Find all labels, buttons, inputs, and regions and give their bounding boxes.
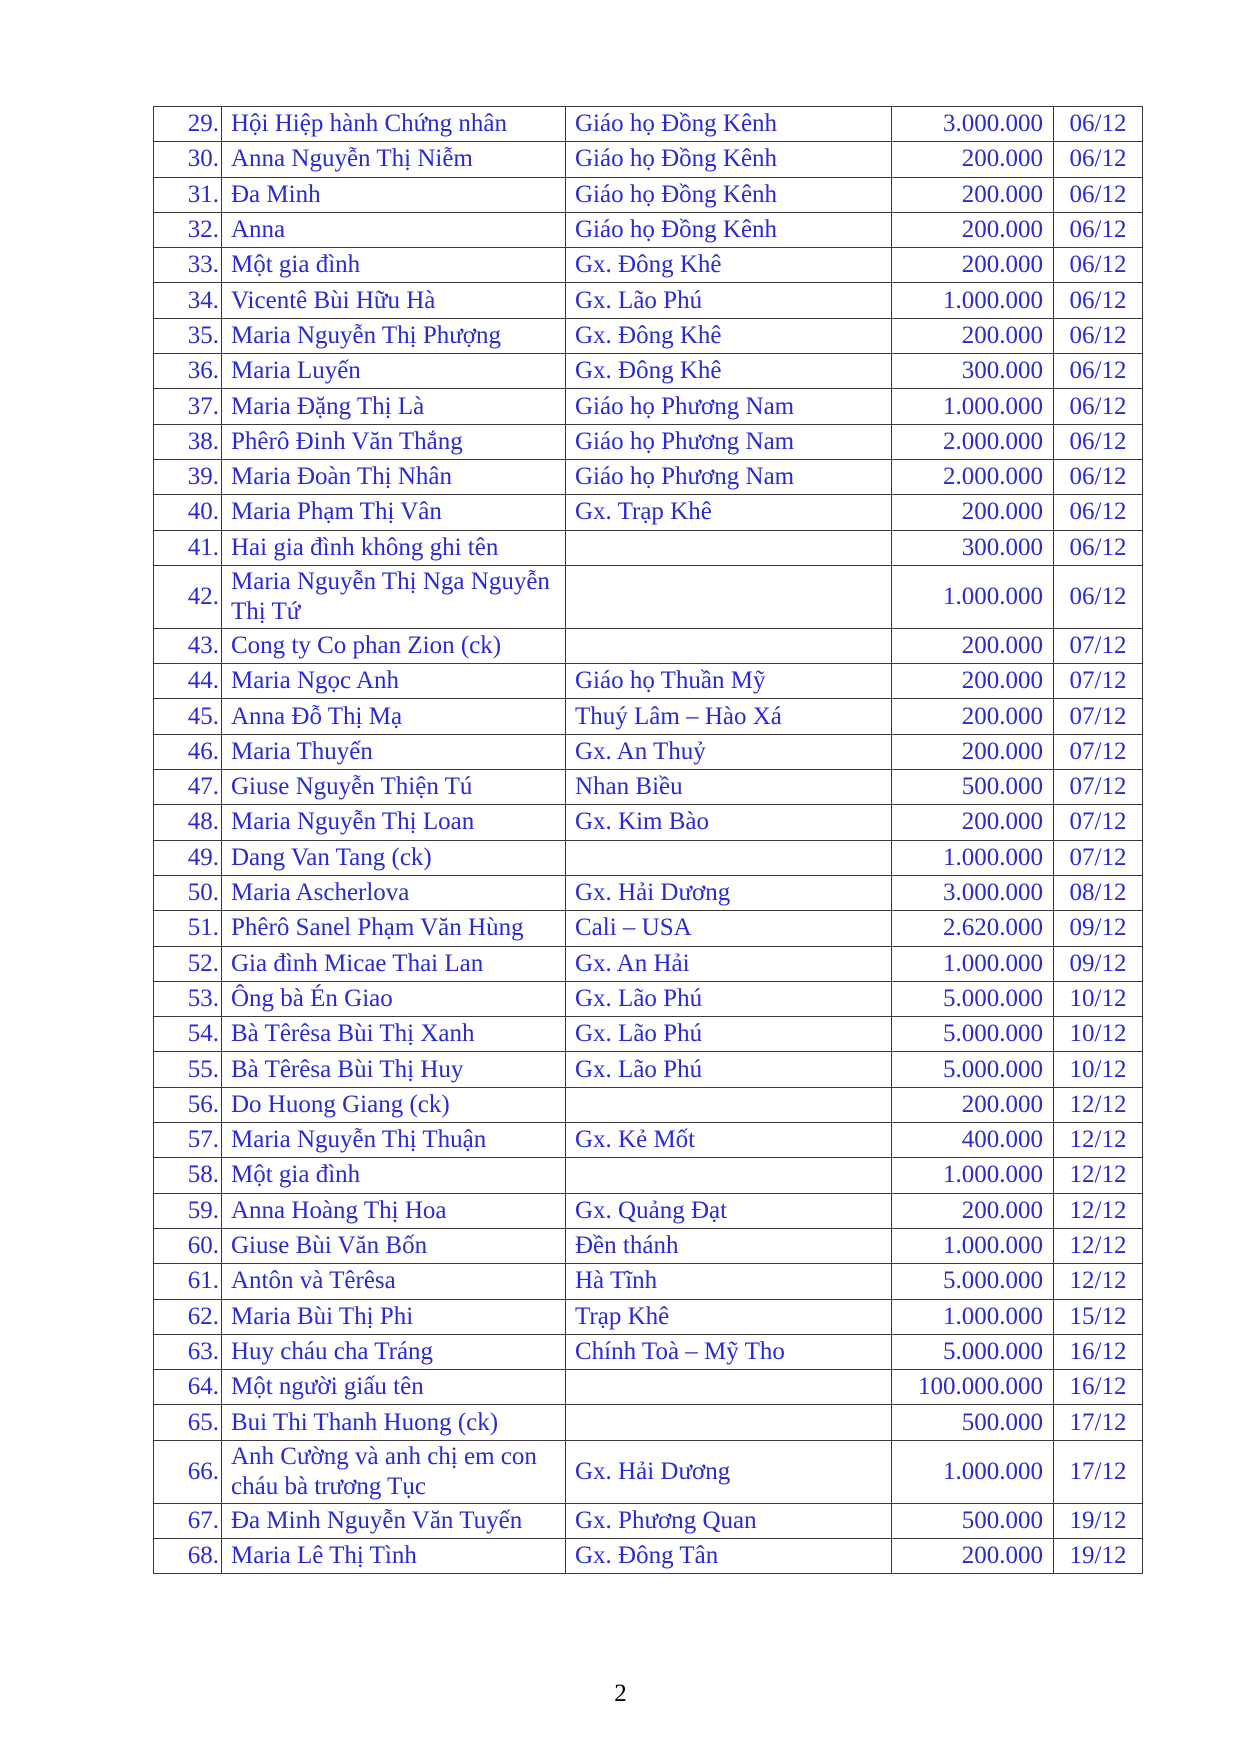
donor-name-cell: Huy cháu cha Tráng (222, 1334, 566, 1369)
table-row (154, 1264, 1143, 1299)
parish-cell: Gx. Kim Bào (566, 805, 892, 840)
row-number-cell: 66. (154, 1440, 222, 1503)
table-row (154, 389, 1143, 424)
date-cell: 12/12 (1054, 1123, 1143, 1158)
parish-cell: Trạp Khê (566, 1299, 892, 1334)
row-number-cell: 41. (154, 530, 222, 565)
donor-name-cell: Ông bà Én Giao (222, 981, 566, 1016)
amount-cell: 200.000 (892, 495, 1054, 530)
row-number-cell: 65. (154, 1405, 222, 1440)
donor-name-cell: Maria Nguyễn Thị Nga Nguyễn Thị Tứ (222, 565, 566, 628)
row-number-cell: 48. (154, 805, 222, 840)
table-row (154, 805, 1143, 840)
amount-cell: 200.000 (892, 318, 1054, 353)
donor-name-cell: Maria Lê Thị Tình (222, 1538, 566, 1573)
date-cell: 06/12 (1054, 424, 1143, 459)
donor-name-cell: Vicentê Bùi Hữu Hà (222, 283, 566, 318)
row-number-cell: 38. (154, 424, 222, 459)
table-row (154, 1228, 1143, 1263)
table-row (154, 459, 1143, 494)
date-cell: 15/12 (1054, 1299, 1143, 1334)
parish-cell: Gx. Đông Khê (566, 318, 892, 353)
parish-cell: Hà Tĩnh (566, 1264, 892, 1299)
donor-name-cell: Anna Đỗ Thị Mạ (222, 699, 566, 734)
parish-cell: Gx. Hải Dương (566, 1440, 892, 1503)
parish-cell: Gx. Đông Khê (566, 248, 892, 283)
amount-cell: 2.620.000 (892, 911, 1054, 946)
row-number-cell: 49. (154, 840, 222, 875)
parish-cell (566, 1370, 892, 1405)
parish-cell: Giáo họ Đồng Kênh (566, 142, 892, 177)
donor-name-cell: Hội Hiệp hành Chứng nhân (222, 107, 566, 142)
date-cell: 06/12 (1054, 495, 1143, 530)
parish-cell: Gx. Quảng Đạt (566, 1193, 892, 1228)
row-number-cell: 44. (154, 664, 222, 699)
parish-cell: Giáo họ Phương Nam (566, 459, 892, 494)
donor-name-cell: Phêrô Sanel Phạm Văn Hùng (222, 911, 566, 946)
amount-cell: 200.000 (892, 734, 1054, 769)
donor-name-cell: Maria Bùi Thị Phi (222, 1299, 566, 1334)
table-row (154, 664, 1143, 699)
donor-name-cell: Hai gia đình không ghi tên (222, 530, 566, 565)
table-row (154, 248, 1143, 283)
table-row (154, 1123, 1143, 1158)
date-cell: 07/12 (1054, 770, 1143, 805)
table-row (154, 1299, 1143, 1334)
row-number-cell: 51. (154, 911, 222, 946)
amount-cell: 1.000.000 (892, 389, 1054, 424)
donor-name-cell: Cong ty Co phan Zion (ck) (222, 628, 566, 663)
date-cell: 12/12 (1054, 1087, 1143, 1122)
amount-cell: 500.000 (892, 1405, 1054, 1440)
amount-cell: 200.000 (892, 177, 1054, 212)
row-number-cell: 63. (154, 1334, 222, 1369)
amount-cell: 5.000.000 (892, 1334, 1054, 1369)
amount-cell: 200.000 (892, 805, 1054, 840)
date-cell: 12/12 (1054, 1158, 1143, 1193)
date-cell: 12/12 (1054, 1193, 1143, 1228)
row-number-cell: 40. (154, 495, 222, 530)
amount-cell: 200.000 (892, 699, 1054, 734)
parish-cell: Giáo họ Phương Nam (566, 389, 892, 424)
table-row (154, 318, 1143, 353)
parish-cell (566, 565, 892, 628)
donor-name-cell: Maria Ngọc Anh (222, 664, 566, 699)
row-number-cell: 32. (154, 212, 222, 247)
date-cell: 16/12 (1054, 1370, 1143, 1405)
date-cell: 12/12 (1054, 1264, 1143, 1299)
row-number-cell: 34. (154, 283, 222, 318)
parish-cell: Gx. Đông Tân (566, 1538, 892, 1573)
parish-cell: Giáo họ Đồng Kênh (566, 107, 892, 142)
amount-cell: 100.000.000 (892, 1370, 1054, 1405)
date-cell: 09/12 (1054, 911, 1143, 946)
donor-name-cell: Anh Cường và anh chị em con cháu bà trương Tục (222, 1440, 566, 1503)
donor-name-cell: Phêrô Đinh Văn Thắng (222, 424, 566, 459)
date-cell: 10/12 (1054, 1052, 1143, 1087)
amount-cell: 300.000 (892, 354, 1054, 389)
date-cell: 19/12 (1054, 1538, 1143, 1573)
table-row (154, 142, 1143, 177)
parish-cell: Chính Toà – Mỹ Tho (566, 1334, 892, 1369)
donor-name-cell: Antôn và Têrêsa (222, 1264, 566, 1299)
row-number-cell: 55. (154, 1052, 222, 1087)
amount-cell: 200.000 (892, 1538, 1054, 1573)
amount-cell: 5.000.000 (892, 981, 1054, 1016)
table-row (154, 946, 1143, 981)
donor-name-cell: Anna Nguyễn Thị Niễm (222, 142, 566, 177)
amount-cell: 500.000 (892, 1503, 1054, 1538)
date-cell: 06/12 (1054, 354, 1143, 389)
row-number-cell: 35. (154, 318, 222, 353)
amount-cell: 1.000.000 (892, 840, 1054, 875)
date-cell: 07/12 (1054, 840, 1143, 875)
table-row (154, 734, 1143, 769)
date-cell: 06/12 (1054, 142, 1143, 177)
amount-cell: 5.000.000 (892, 1052, 1054, 1087)
date-cell: 08/12 (1054, 875, 1143, 910)
date-cell: 06/12 (1054, 212, 1143, 247)
row-number-cell: 50. (154, 875, 222, 910)
row-number-cell: 29. (154, 107, 222, 142)
row-number-cell: 61. (154, 1264, 222, 1299)
amount-cell: 400.000 (892, 1123, 1054, 1158)
table-row (154, 1370, 1143, 1405)
parish-cell (566, 1087, 892, 1122)
donor-name-cell: Gia đình Micae Thai Lan (222, 946, 566, 981)
date-cell: 07/12 (1054, 699, 1143, 734)
donor-name-cell: Một gia đình (222, 1158, 566, 1193)
table-row (154, 354, 1143, 389)
amount-cell: 1.000.000 (892, 1158, 1054, 1193)
amount-cell: 200.000 (892, 248, 1054, 283)
parish-cell: Gx. Kẻ Mốt (566, 1123, 892, 1158)
date-cell: 16/12 (1054, 1334, 1143, 1369)
table-row (154, 770, 1143, 805)
donor-name-cell: Maria Nguyễn Thị Loan (222, 805, 566, 840)
row-number-cell: 64. (154, 1370, 222, 1405)
amount-cell: 2.000.000 (892, 459, 1054, 494)
parish-cell: Giáo họ Phương Nam (566, 424, 892, 459)
table-row (154, 1440, 1143, 1503)
row-number-cell: 52. (154, 946, 222, 981)
parish-cell: Gx. An Thuỷ (566, 734, 892, 769)
donor-name-cell: Maria Nguyễn Thị Thuận (222, 1123, 566, 1158)
donor-name-cell: Maria Luyến (222, 354, 566, 389)
date-cell: 06/12 (1054, 107, 1143, 142)
parish-cell: Thuý Lâm – Hào Xá (566, 699, 892, 734)
donor-name-cell: Một gia đình (222, 248, 566, 283)
table-row (154, 495, 1143, 530)
donor-name-cell: Anna (222, 212, 566, 247)
row-number-cell: 42. (154, 565, 222, 628)
amount-cell: 300.000 (892, 530, 1054, 565)
date-cell: 09/12 (1054, 946, 1143, 981)
date-cell: 17/12 (1054, 1405, 1143, 1440)
date-cell: 06/12 (1054, 389, 1143, 424)
date-cell: 06/12 (1054, 459, 1143, 494)
table-row (154, 177, 1143, 212)
date-cell: 10/12 (1054, 981, 1143, 1016)
row-number-cell: 58. (154, 1158, 222, 1193)
row-number-cell: 39. (154, 459, 222, 494)
row-number-cell: 53. (154, 981, 222, 1016)
parish-cell: Gx. Lão Phú (566, 1052, 892, 1087)
amount-cell: 3.000.000 (892, 875, 1054, 910)
donor-name-cell: Một người giấu tên (222, 1370, 566, 1405)
donor-name-cell: Maria Đặng Thị Là (222, 389, 566, 424)
amount-cell: 200.000 (892, 628, 1054, 663)
parish-cell: Gx. Đông Khê (566, 354, 892, 389)
table-row (154, 1158, 1143, 1193)
row-number-cell: 62. (154, 1299, 222, 1334)
parish-cell: Cali – USA (566, 911, 892, 946)
amount-cell: 500.000 (892, 770, 1054, 805)
table-row (154, 875, 1143, 910)
donor-name-cell: Bà Têrêsa Bùi Thị Huy (222, 1052, 566, 1087)
date-cell: 06/12 (1054, 177, 1143, 212)
row-number-cell: 30. (154, 142, 222, 177)
date-cell: 06/12 (1054, 283, 1143, 318)
table-row (154, 1503, 1143, 1538)
table-row (154, 283, 1143, 318)
date-cell: 06/12 (1054, 318, 1143, 353)
donor-name-cell: Bà Têrêsa Bùi Thị Xanh (222, 1017, 566, 1052)
amount-cell: 2.000.000 (892, 424, 1054, 459)
donor-name-cell: Giuse Nguyễn Thiện Tú (222, 770, 566, 805)
row-number-cell: 33. (154, 248, 222, 283)
donor-name-cell: Đa Minh Nguyễn Văn Tuyến (222, 1503, 566, 1538)
date-cell: 07/12 (1054, 664, 1143, 699)
amount-cell: 5.000.000 (892, 1264, 1054, 1299)
table-row (154, 1538, 1143, 1573)
amount-cell: 1.000.000 (892, 1228, 1054, 1263)
donor-name-cell: Maria Thuyến (222, 734, 566, 769)
parish-cell: Đền thánh (566, 1228, 892, 1263)
date-cell: 17/12 (1054, 1440, 1143, 1503)
parish-cell: Nhan Biều (566, 770, 892, 805)
amount-cell: 200.000 (892, 1193, 1054, 1228)
parish-cell: Gx. Lão Phú (566, 981, 892, 1016)
row-number-cell: 68. (154, 1538, 222, 1573)
parish-cell (566, 1405, 892, 1440)
table-row (154, 981, 1143, 1016)
row-number-cell: 47. (154, 770, 222, 805)
table-row (154, 107, 1143, 142)
table-row (154, 628, 1143, 663)
date-cell: 07/12 (1054, 734, 1143, 769)
amount-cell: 1.000.000 (892, 283, 1054, 318)
table-row (154, 212, 1143, 247)
date-cell: 07/12 (1054, 805, 1143, 840)
donor-name-cell: Do Huong Giang (ck) (222, 1087, 566, 1122)
table-row (154, 1405, 1143, 1440)
row-number-cell: 54. (154, 1017, 222, 1052)
row-number-cell: 67. (154, 1503, 222, 1538)
parish-cell (566, 840, 892, 875)
row-number-cell: 60. (154, 1228, 222, 1263)
donor-name-cell: Maria Ascherlova (222, 875, 566, 910)
row-number-cell: 56. (154, 1087, 222, 1122)
parish-cell (566, 530, 892, 565)
date-cell: 07/12 (1054, 628, 1143, 663)
amount-cell: 200.000 (892, 664, 1054, 699)
parish-cell: Gx. Hải Dương (566, 875, 892, 910)
amount-cell: 1.000.000 (892, 946, 1054, 981)
parish-cell (566, 1158, 892, 1193)
row-number-cell: 36. (154, 354, 222, 389)
date-cell: 12/12 (1054, 1228, 1143, 1263)
row-number-cell: 31. (154, 177, 222, 212)
date-cell: 10/12 (1054, 1017, 1143, 1052)
parish-cell: Gx. Phương Quan (566, 1503, 892, 1538)
row-number-cell: 57. (154, 1123, 222, 1158)
table-row (154, 1087, 1143, 1122)
amount-cell: 1.000.000 (892, 1299, 1054, 1334)
row-number-cell: 46. (154, 734, 222, 769)
amount-cell: 200.000 (892, 212, 1054, 247)
donation-table-body (154, 107, 1143, 1574)
amount-cell: 3.000.000 (892, 107, 1054, 142)
donor-name-cell: Maria Đoàn Thị Nhân (222, 459, 566, 494)
donor-name-cell: Dang Van Tang (ck) (222, 840, 566, 875)
parish-cell: Giáo họ Đồng Kênh (566, 177, 892, 212)
amount-cell: 1.000.000 (892, 1440, 1054, 1503)
parish-cell: Gx. Lão Phú (566, 283, 892, 318)
parish-cell (566, 628, 892, 663)
parish-cell: Giáo họ Đồng Kênh (566, 212, 892, 247)
date-cell: 19/12 (1054, 1503, 1143, 1538)
table-row (154, 699, 1143, 734)
row-number-cell: 37. (154, 389, 222, 424)
row-number-cell: 59. (154, 1193, 222, 1228)
donor-name-cell: Đa Minh (222, 177, 566, 212)
donation-table (153, 106, 1143, 1574)
parish-cell: Gx. Trạp Khê (566, 495, 892, 530)
table-row (154, 530, 1143, 565)
table-row (154, 424, 1143, 459)
donor-name-cell: Maria Nguyễn Thị Phượng (222, 318, 566, 353)
row-number-cell: 43. (154, 628, 222, 663)
table-row (154, 1334, 1143, 1369)
parish-cell: Gx. Lão Phú (566, 1017, 892, 1052)
table-row (154, 911, 1143, 946)
donor-name-cell: Anna Hoàng Thị Hoa (222, 1193, 566, 1228)
donor-name-cell: Bui Thi Thanh Huong (ck) (222, 1405, 566, 1440)
donor-name-cell: Giuse Bùi Văn Bốn (222, 1228, 566, 1263)
amount-cell: 200.000 (892, 142, 1054, 177)
date-cell: 06/12 (1054, 248, 1143, 283)
date-cell: 06/12 (1054, 565, 1143, 628)
table-row (154, 1193, 1143, 1228)
table-row (154, 565, 1143, 628)
amount-cell: 1.000.000 (892, 565, 1054, 628)
table-row (154, 1052, 1143, 1087)
parish-cell: Gx. An Hải (566, 946, 892, 981)
date-cell: 06/12 (1054, 530, 1143, 565)
row-number-cell: 45. (154, 699, 222, 734)
amount-cell: 200.000 (892, 1087, 1054, 1122)
parish-cell: Giáo họ Thuần Mỹ (566, 664, 892, 699)
donor-name-cell: Maria Phạm Thị Vân (222, 495, 566, 530)
amount-cell: 5.000.000 (892, 1017, 1054, 1052)
table-row (154, 1017, 1143, 1052)
table-row (154, 840, 1143, 875)
page-number: 2 (614, 1680, 627, 1707)
